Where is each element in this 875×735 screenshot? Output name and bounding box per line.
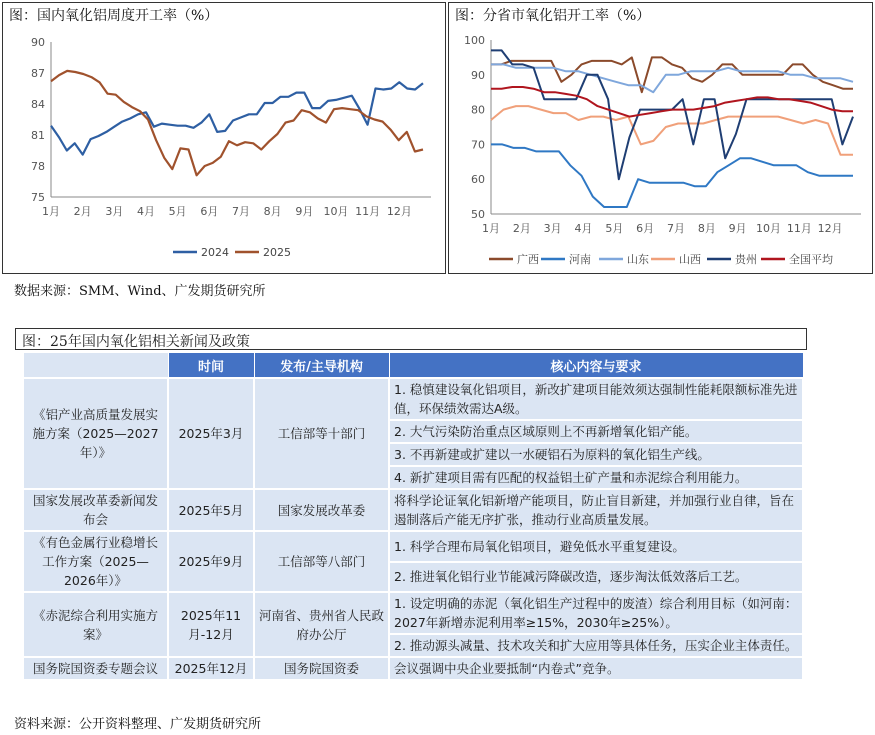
legend-label: 广西 bbox=[517, 253, 539, 266]
y-tick-label: 81 bbox=[31, 129, 45, 142]
province-utilization-chart bbox=[449, 3, 874, 273]
y-tick-label: 60 bbox=[471, 173, 485, 187]
series-line-贵州 bbox=[491, 50, 853, 179]
x-tick-label: 2月 bbox=[512, 222, 531, 235]
policy-requirement: 2. 推动源头减量、技术攻关和扩大应用等具体任务，压实企业主体责任。 bbox=[389, 634, 803, 657]
legend-label: 2024 bbox=[201, 246, 229, 259]
series-line-全国平均 bbox=[491, 87, 853, 117]
x-tick-label: 11月 bbox=[355, 205, 381, 218]
table-row bbox=[23, 489, 803, 531]
policy-name: 国家发展改革委新闻发布会 bbox=[23, 489, 168, 531]
header-content: 核心内容与要求 bbox=[389, 353, 803, 379]
series-line-山东 bbox=[491, 64, 853, 92]
policy-requirement: 1. 设定明确的赤泥（氧化铝生产过程中的废渣）综合利用目标（如河南：2027年新增赤泥利用率≥15%，2030年≥25%）。 bbox=[389, 592, 803, 634]
y-tick-label: 80 bbox=[471, 103, 485, 117]
policy-org: 河南省、贵州省人民政府办公厅 bbox=[254, 592, 389, 657]
source-top: 数据来源：SMM、Wind、广发期货研究所 bbox=[14, 284, 266, 299]
policy-name: 《铝产业高质量发展实施方案（2025—2027年）》 bbox=[23, 378, 168, 489]
x-tick-label: 4月 bbox=[137, 205, 155, 218]
legend-label: 山东 bbox=[627, 253, 649, 266]
legend-label: 贵州 bbox=[735, 253, 757, 266]
header-org: 发布/主导机构 bbox=[254, 353, 389, 379]
series-line-山西 bbox=[491, 106, 853, 155]
news-policy-table bbox=[22, 352, 804, 681]
y-tick-label: 78 bbox=[31, 160, 45, 173]
policy-time: 2025年11月-12月 bbox=[168, 592, 254, 657]
right-chart-title: 图：分省市氧化铝开工率（%） bbox=[455, 8, 651, 24]
y-tick-label: 90 bbox=[471, 68, 485, 82]
y-tick-label: 50 bbox=[471, 208, 485, 221]
x-tick-label: 2月 bbox=[73, 205, 92, 218]
legend-label: 河南 bbox=[569, 253, 591, 266]
y-tick-label: 75 bbox=[31, 191, 45, 204]
table-row bbox=[23, 592, 803, 634]
x-tick-label: 11月 bbox=[786, 222, 812, 235]
policy-requirement: 4. 新扩建项目需有匹配的权益铝土矿产量和赤泥综合利用能力。 bbox=[389, 466, 803, 489]
policy-name: 《赤泥综合利用实施方案》 bbox=[23, 592, 168, 657]
x-tick-label: 1月 bbox=[482, 222, 500, 235]
left-chart-panel bbox=[2, 2, 446, 274]
x-tick-label: 12月 bbox=[817, 222, 843, 235]
policy-requirement: 会议强调中央企业要抵制“内卷式”竞争。 bbox=[389, 657, 803, 680]
y-tick-label: 90 bbox=[31, 36, 45, 49]
table-row bbox=[23, 378, 803, 420]
x-tick-label: 3月 bbox=[543, 222, 562, 235]
x-tick-label: 4月 bbox=[574, 222, 593, 235]
policy-requirement: 2. 大气污染防治重点区域原则上不再新增氧化铝产能。 bbox=[389, 420, 803, 443]
legend-label: 2025 bbox=[263, 246, 291, 259]
policy-name: 国务院国资委专题会议 bbox=[23, 657, 168, 680]
x-tick-label: 10月 bbox=[756, 222, 781, 235]
header-time: 时间 bbox=[168, 353, 254, 379]
y-tick-label: 70 bbox=[471, 138, 485, 152]
policy-time: 2025年12月 bbox=[168, 657, 254, 680]
policy-requirement: 3. 不再新建或扩建以一水硬铝石为原料的氧化铝生产线。 bbox=[389, 443, 803, 466]
legend-label: 全国平均 bbox=[789, 253, 833, 266]
x-tick-label: 8月 bbox=[697, 222, 716, 235]
x-tick-label: 9月 bbox=[295, 205, 314, 218]
legend-label: 山西 bbox=[679, 253, 701, 266]
x-tick-label: 3月 bbox=[105, 205, 124, 218]
left-chart-title: 图：国内氧化铝周度开工率（%） bbox=[9, 8, 219, 24]
policy-org: 国家发展改革委 bbox=[254, 489, 389, 531]
policy-requirement: 1. 稳慎建设氧化铝项目，新改扩建项目能效须达强制性能耗限额标准先进值，环保绩效需达A级。 bbox=[389, 378, 803, 420]
table-row bbox=[23, 657, 803, 680]
policy-org: 国务院国资委 bbox=[254, 657, 389, 680]
x-tick-label: 5月 bbox=[605, 222, 624, 235]
x-tick-label: 12月 bbox=[386, 205, 412, 218]
y-tick-label: 100 bbox=[464, 34, 485, 47]
x-tick-label: 6月 bbox=[636, 222, 655, 235]
policy-time: 2025年9月 bbox=[168, 531, 254, 592]
y-tick-label: 84 bbox=[31, 98, 45, 111]
y-tick-label: 87 bbox=[31, 67, 45, 80]
table-title: 图：25年国内氧化铝相关新闻及政策 bbox=[22, 334, 250, 350]
series-line-河南 bbox=[491, 144, 853, 207]
policy-name: 《有色金属行业稳增长工作方案（2025—2026年）》 bbox=[23, 531, 168, 592]
x-tick-label: 5月 bbox=[168, 205, 187, 218]
policy-time: 2025年3月 bbox=[168, 378, 254, 489]
x-tick-label: 9月 bbox=[728, 222, 747, 235]
table-row bbox=[23, 531, 803, 562]
x-tick-label: 6月 bbox=[200, 205, 219, 218]
policy-requirement: 2. 推进氧化铝行业节能减污降碳改造，逐步淘汰低效落后工艺。 bbox=[389, 562, 803, 593]
policy-requirement: 1. 科学合理布局氧化铝项目，避免低水平重复建设。 bbox=[389, 531, 803, 562]
policy-time: 2025年5月 bbox=[168, 489, 254, 531]
x-tick-label: 7月 bbox=[667, 222, 685, 235]
weekly-utilization-chart bbox=[3, 3, 447, 273]
table-title-box bbox=[15, 328, 807, 350]
x-tick-label: 8月 bbox=[263, 205, 282, 218]
policy-requirement: 将科学论证氧化铝新增产能项目，防止盲目新建，并加强行业自律，旨在遏制落后产能无序扩张，推动行业高质量发展。 bbox=[389, 489, 803, 531]
policy-org: 工信部等十部门 bbox=[254, 378, 389, 489]
table-header-row bbox=[23, 353, 803, 379]
x-tick-label: 7月 bbox=[232, 205, 250, 218]
policy-org: 工信部等八部门 bbox=[254, 531, 389, 592]
header-policy bbox=[23, 353, 168, 379]
source-bottom: 资料来源：公开资料整理、广发期货研究所 bbox=[14, 717, 262, 732]
x-tick-label: 10月 bbox=[323, 205, 349, 218]
x-tick-label: 1月 bbox=[42, 205, 60, 218]
right-chart-panel bbox=[448, 2, 873, 274]
